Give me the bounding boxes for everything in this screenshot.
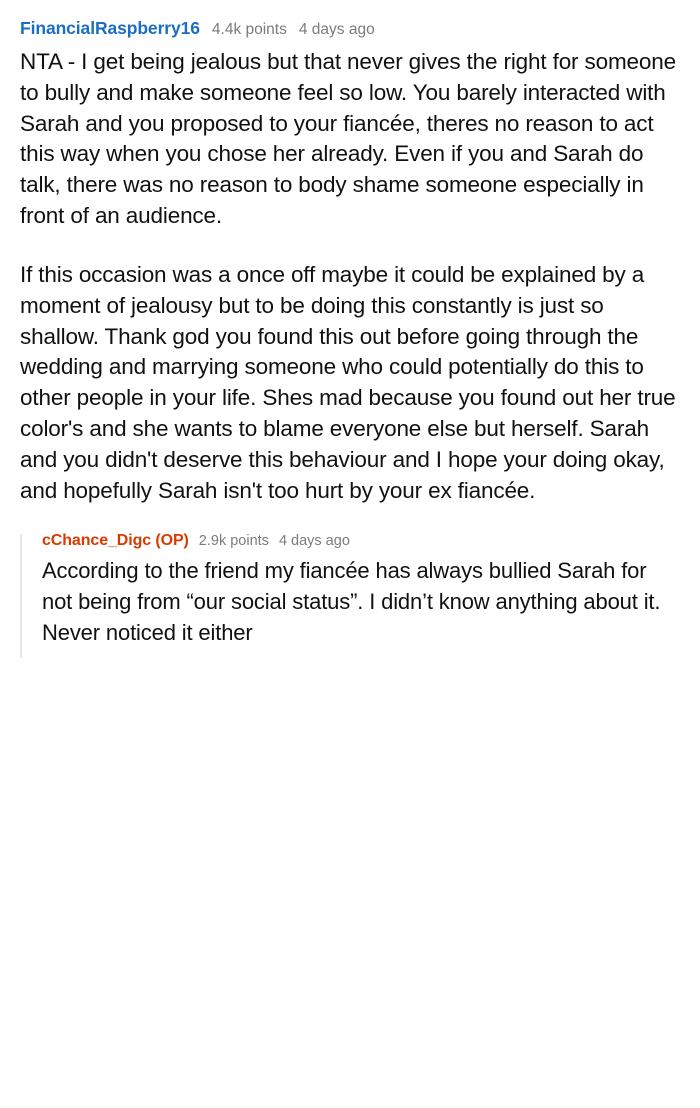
reply-metadata bbox=[42, 532, 680, 550]
reply-timestamp: 4 days ago bbox=[278, 533, 350, 550]
bottom-spacer bbox=[20, 648, 680, 662]
comment-author-link[interactable]: FinancialRaspberry16 bbox=[20, 18, 200, 38]
comment-paragraph: If this occasion was a once off maybe it could be explained by a moment of jealousy but to be doing this constantly is just so shallow. Thank god you found this out before going through the wedding and marrying someone who could potentially do this to other people in your life. Shes mad because you found out her true color's and she wants to blame everyone else but herself. Sarah and you didn't deserve this behaviour and I hope your doing okay, and hopefully Sarah isn't too hurt by your ex fiancée. bbox=[20, 261, 676, 503]
reply-body bbox=[42, 556, 680, 648]
comment-score: 4.4k points bbox=[211, 21, 287, 38]
comment-body bbox=[20, 47, 680, 506]
thread-line[interactable] bbox=[20, 534, 22, 658]
reply-author-link[interactable]: cChance_Digc (OP) bbox=[42, 532, 189, 550]
comment-top-level bbox=[20, 18, 680, 506]
reply-paragraph: According to the friend my fiancée has always bullied Sarah for not being from “our social status”. I didn’t know anything about it. Never noticed it either bbox=[42, 558, 661, 645]
comment-timestamp: 4 days ago bbox=[298, 21, 375, 38]
comment-metadata bbox=[20, 18, 680, 39]
reply-score: 2.9k points bbox=[198, 533, 269, 550]
comment-reply bbox=[20, 532, 680, 648]
comment-paragraph: NTA - I get being jealous but that never gives the right for someone to bully and make someone feel so low. You barely interacted with Sarah and you proposed to your fiancée, theres no reason to act this way when you chose her already. Even if you and Sarah do talk, there was no reason to body shame someone especially in front of an audience. bbox=[20, 49, 677, 229]
